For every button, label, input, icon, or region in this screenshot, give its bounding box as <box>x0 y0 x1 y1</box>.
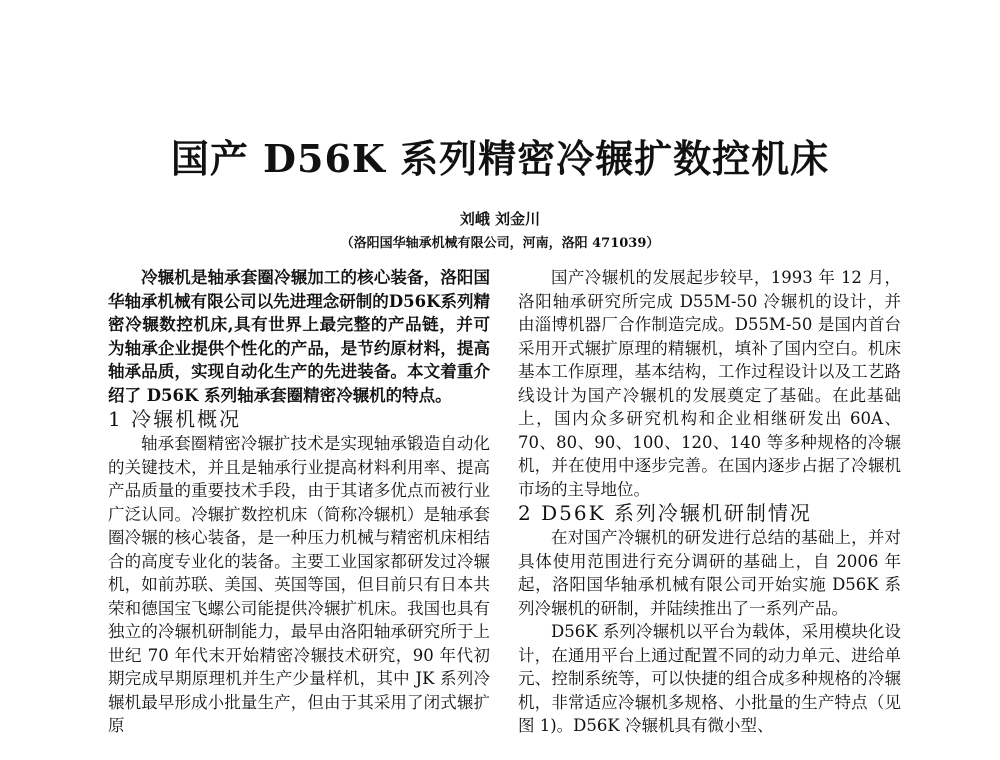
section-2-paragraph-1: 在对国产冷辗机的研发进行总结的基础上，并对具体使用范围进行充分调研的基础上，自 2006 年起，洛阳国华轴承机械有限公司开始实施 D56K 系列冷辗机的研制，并陆续推出了一系列产品。 <box>518 528 901 618</box>
section-2-heading: 2 D56K 系列冷辗机研制情况 <box>518 501 812 525</box>
affiliation: （洛阳国华轴承机械有限公司，河南，洛阳 471039） <box>340 236 660 251</box>
paper-title: 国产 D56K 系列精密冷辗扩数控机床 <box>170 136 830 181</box>
right-column <box>518 266 901 738</box>
right-column-paragraph-1: 国产冷辗机的发展起步较早，1993 年 12 月，洛阳轴承研究所完成 D55M-50 冷辗机的设计，并由淄博机器厂合作制造完成。D55M-50 是国内首台采用开式辗扩原理的精辗机，填补了国内空白。机床基本工作原理，基本结构，工作过程设计以及工艺路线设计为国产冷辗机的发展奠定了基础。在此基础上，国内众多研究机构和企业相继研发出 60A、70、80、90、100、120、140 等多种规格的冷辗机，并在使用中逐步完善。在国内逐步占据了冷辗机市场的主导地位。 <box>518 268 901 499</box>
abstract-paragraph: 冷辗机是轴承套圈冷辗加工的核心装备，洛阳国华轴承机械有限公司以先进理念研制的D56K系列精密冷辗数控机床,具有世界上最完整的产品链，并可为轴承企业提供个性化的产品，是节约原材料，提高轴承品质，实现自动化生产的先进装备。本文着重介绍了 D56K 系列轴承套圈精密冷辗机的特点。 <box>108 268 490 405</box>
section-1-heading: 1 冷辗机概况 <box>108 407 242 431</box>
left-column <box>108 266 490 738</box>
section-2-paragraph-2: D56K 系列冷辗机以平台为载体，采用模块化设计，在通用平台上通过配置不同的动力单元、进给单元、控制系统等，可以快捷的组合成多种规格的冷辗机，非常适应冷辗机多规格、小批量的生产特点（见图 1)。D56K 冷辗机具有微小型、 <box>518 622 901 735</box>
authors: 刘峨 刘金川 <box>459 210 541 228</box>
section-1-paragraph: 轴承套圈精密冷辗扩技术是实现轴承锻造自动化的关键技术，并且是轴承行业提高材料利用率、提高产品质量的重要技术手段，由于其诸多优点而被行业广泛认同。冷辗扩数控机床（简称冷辗机）是轴承套圈冷辗的核心装备，是一种压力机械与精密机床相结合的高度专业化的装备。主要工业国家都研发过冷辗机，如前苏联、美国、英国等国，但目前只有日本共荣和德国宝飞螺公司能提供冷辗扩机床。我国也具有独立的冷辗机研制能力，最早由洛阳轴承研究所于上世纪 70 年代末开始精密冷辗技术研究，90 年代初期完成早期原理机并生产少量样机，其中 JK 系列冷辗机最早形成小批量生产，但由于其采用了闭式辗扩原 <box>108 434 490 735</box>
